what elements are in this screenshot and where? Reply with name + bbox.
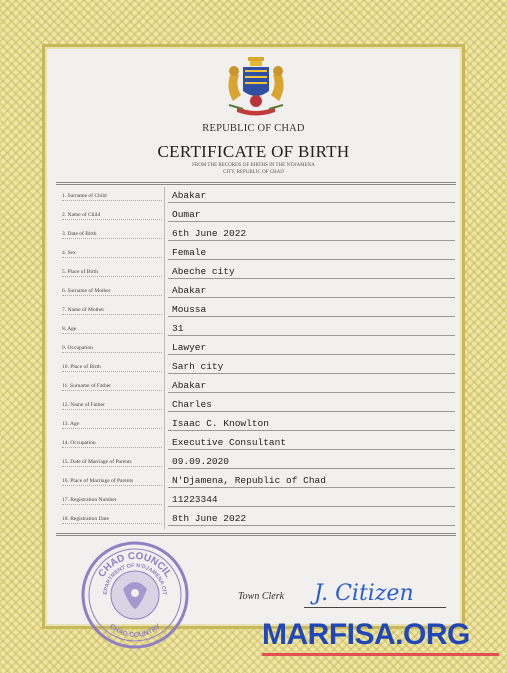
value-underline [168, 487, 455, 488]
value-underline [168, 468, 455, 469]
field-row [56, 301, 456, 320]
field-value: 8th June 2022 [172, 513, 247, 524]
column-line [164, 472, 165, 491]
coat-of-arms-emblem [221, 57, 291, 119]
bottom-divider [56, 533, 456, 534]
field-row [56, 320, 456, 339]
field-value: Sarh city [172, 361, 224, 372]
column-line [164, 358, 165, 377]
field-row [56, 491, 456, 510]
field-label: 7. Name of Mother [62, 307, 105, 313]
column-line [164, 320, 165, 339]
value-underline [168, 449, 455, 450]
field-value: 09.09.2020 [172, 456, 230, 467]
leader-dots [62, 447, 162, 448]
signature-line [304, 607, 446, 608]
leader-dots [62, 219, 162, 220]
leader-dots [62, 200, 162, 201]
field-label: 5. Place of Birth [62, 269, 99, 275]
field-row [56, 472, 456, 491]
leader-dots [62, 390, 162, 391]
leader-dots [62, 314, 162, 315]
bottom-divider-inner [56, 535, 456, 536]
republic-heading: REPUBLIC OF CHAD [202, 123, 305, 134]
field-label: 10. Place of Birth [62, 364, 101, 370]
field-row [56, 206, 456, 225]
leader-dots [62, 352, 162, 353]
field-label: 16. Place of Marriage of Parents [62, 478, 134, 484]
field-label: 4. Sex [62, 250, 76, 256]
field-label: 13. Age [62, 421, 80, 427]
leader-dots [62, 295, 162, 296]
column-line [164, 206, 165, 225]
field-row [56, 396, 456, 415]
certificate-subtitle-line1: FROM THE RECORDS OF BIRTHS IN THE N'DJAMENA [192, 163, 315, 168]
field-value: Abakar [172, 380, 207, 391]
field-value: Abeche city [172, 266, 235, 277]
leader-dots [62, 276, 162, 277]
fields-table [56, 187, 456, 529]
field-label: 17. Registration Number [62, 497, 117, 503]
field-value: Abakar [172, 190, 207, 201]
field-row [56, 282, 456, 301]
column-line [164, 377, 165, 396]
column-line [164, 244, 165, 263]
field-row [56, 453, 456, 472]
column-line [164, 187, 165, 206]
certificate-subtitle-line2: CITY, REPUBLIC OF CHAD [223, 170, 284, 175]
leader-dots [62, 485, 162, 486]
column-line [164, 453, 165, 472]
column-line [164, 301, 165, 320]
field-value: Female [172, 247, 207, 258]
field-value: Abakar [172, 285, 207, 296]
leader-dots [62, 504, 162, 505]
field-value: Oumar [172, 209, 201, 220]
value-underline [168, 354, 455, 355]
value-underline [168, 373, 455, 374]
field-value: Isaac C. Knowlton [172, 418, 269, 429]
field-value: 11223344 [172, 494, 218, 505]
field-value: Charles [172, 399, 212, 410]
leader-dots [62, 333, 162, 334]
field-label: 2. Name of Child [62, 212, 101, 218]
field-label: 18. Registration Date [62, 516, 109, 522]
value-underline [168, 335, 455, 336]
field-row [56, 225, 456, 244]
value-underline [168, 525, 455, 526]
column-line [164, 415, 165, 434]
field-label: 9. Occupation [62, 345, 93, 351]
brand-underline [262, 653, 499, 656]
seal-top-text: CHAD COUNCIL [96, 550, 174, 580]
field-value: 31 [172, 323, 184, 334]
field-value: N'Djamena, Republic of Chad [172, 475, 326, 486]
value-underline [168, 278, 455, 279]
field-label: 15. Date of Marriage of Parents [62, 459, 132, 465]
town-clerk-label: Town Clerk [238, 591, 285, 602]
seal-bottom-text: CHAD COUNTRY [107, 623, 163, 640]
top-divider-inner [56, 184, 456, 185]
leader-dots [62, 238, 162, 239]
field-label: 6. Surname of Mother [62, 288, 111, 294]
field-value: Lawyer [172, 342, 207, 353]
value-underline [168, 202, 455, 203]
field-row [56, 187, 456, 206]
top-divider [56, 182, 456, 183]
signature-text: J. Citizen [314, 581, 414, 606]
column-line [164, 263, 165, 282]
value-underline [168, 240, 455, 241]
seal-ring-text: EPARTMENT OF N'DJAMENA CIT [102, 562, 168, 596]
field-row [56, 244, 456, 263]
field-label: 8. Age [62, 326, 77, 332]
field-label: 11. Surname of Father [62, 383, 111, 389]
leader-dots [62, 466, 162, 467]
value-underline [168, 392, 455, 393]
column-line [164, 434, 165, 453]
leader-dots [62, 523, 162, 524]
column-line [164, 339, 165, 358]
field-row [56, 263, 456, 282]
field-value: Moussa [172, 304, 207, 315]
column-line [164, 396, 165, 415]
field-row [56, 358, 456, 377]
value-underline [168, 259, 455, 260]
column-line [164, 225, 165, 244]
signature [304, 570, 464, 612]
council-seal-stamp [79, 539, 191, 651]
field-row [56, 434, 456, 453]
field-value: Executive Consultant [172, 437, 287, 448]
value-underline [168, 221, 455, 222]
field-row [56, 339, 456, 358]
leader-dots [62, 257, 162, 258]
field-row [56, 377, 456, 396]
value-underline [168, 316, 455, 317]
certificate-title: CERTIFICATE OF BIRTH [157, 142, 350, 161]
value-underline [168, 411, 455, 412]
field-label: 14. Occupation [62, 440, 96, 446]
field-label: 3. Date of Birth [62, 231, 97, 237]
value-underline [168, 430, 455, 431]
leader-dots [62, 371, 162, 372]
field-label: 1. Surname of Child [62, 193, 107, 199]
column-line [164, 510, 165, 529]
column-line [164, 491, 165, 510]
field-label: 12. Name of Father [62, 402, 105, 408]
field-value: 6th June 2022 [172, 228, 247, 239]
column-line [164, 282, 165, 301]
field-row [56, 415, 456, 434]
field-row [56, 510, 456, 529]
leader-dots [62, 409, 162, 410]
value-underline [168, 506, 455, 507]
leader-dots [62, 428, 162, 429]
brand-watermark: MARFISA.ORG [262, 618, 470, 651]
value-underline [168, 297, 455, 298]
